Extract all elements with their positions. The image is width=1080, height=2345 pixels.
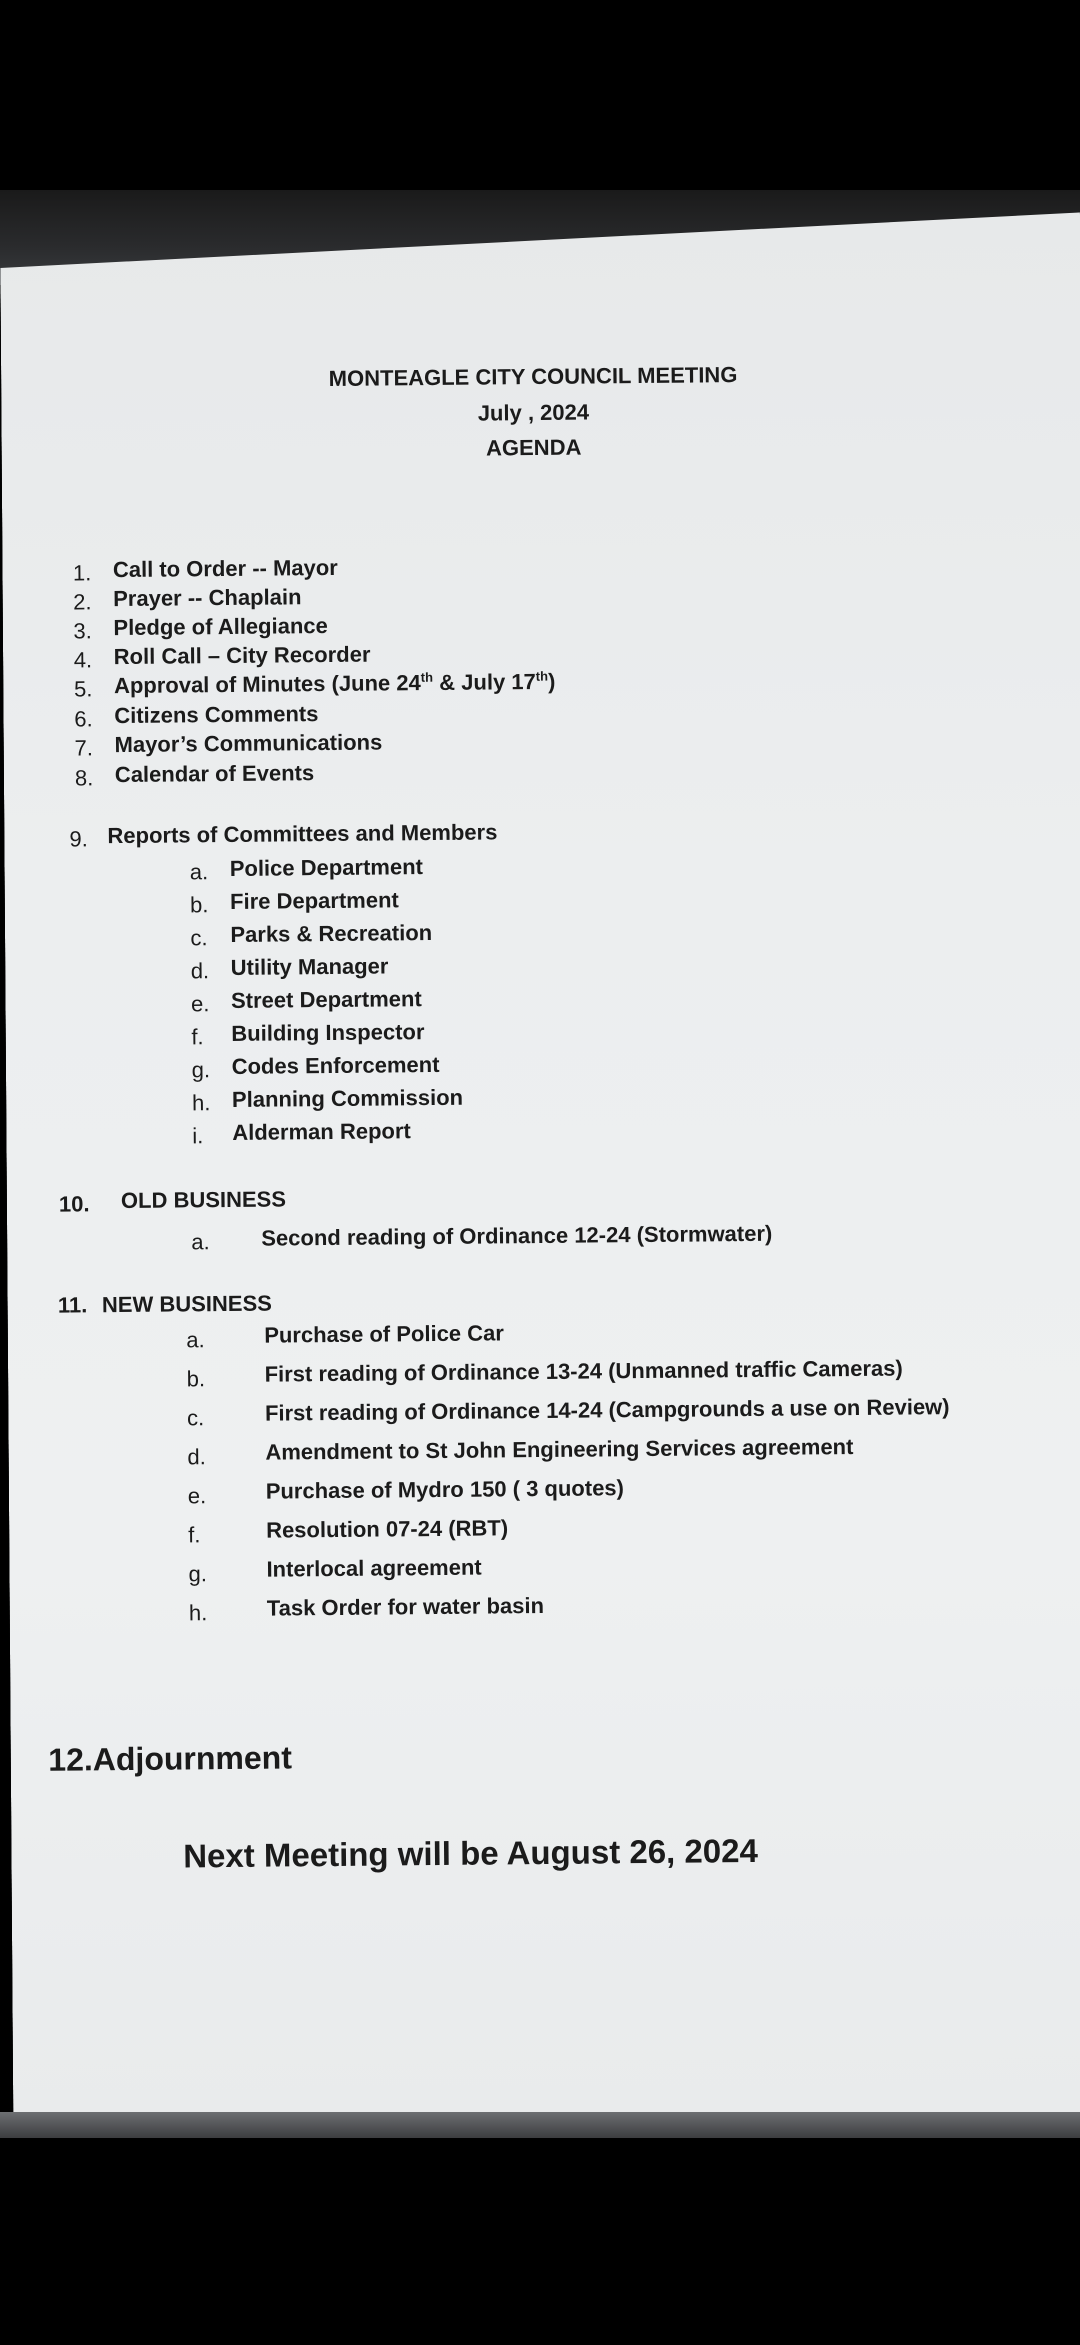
agenda-item: Calendar of Events	[114, 760, 315, 788]
item-number: 4.	[73, 647, 93, 673]
item-number: 3.	[73, 618, 92, 644]
sub-letter: c.	[190, 925, 208, 951]
item-number: 7.	[74, 735, 94, 761]
sub-item: Task Order for water basin	[266, 1592, 545, 1621]
agenda-title: MONTEAGLE CITY COUNCIL MEETING	[328, 362, 738, 391]
agenda-date: July , 2024	[477, 399, 590, 426]
item-number: 5.	[73, 676, 93, 702]
sub-item: Interlocal agreement	[266, 1554, 482, 1582]
agenda-item: Pledge of Allegiance	[113, 613, 328, 641]
sub-letter: e.	[190, 991, 210, 1017]
sub-letter: e.	[187, 1483, 207, 1509]
item-number: 2.	[73, 589, 92, 615]
sub-letter: i.	[192, 1123, 204, 1149]
sub-letter: g.	[191, 1057, 211, 1083]
sub-letter: f.	[191, 1024, 204, 1050]
sub-item: Building Inspector	[231, 1019, 425, 1046]
item-number: 8.	[74, 765, 94, 791]
agenda-subtitle: AGENDA	[485, 434, 582, 461]
sub-item: Alderman Report	[232, 1118, 411, 1145]
item-number: 6.	[74, 706, 93, 732]
item-number: 9.	[69, 826, 88, 852]
sub-item: Amendment to St John Engineering Services agreement	[265, 1434, 854, 1465]
sub-item: Planning Commission	[231, 1084, 464, 1112]
sub-item: First reading of Ordinance 14-24 (Campgrounds a use on Review)	[264, 1394, 950, 1426]
agenda-item: Prayer -- Chaplain	[113, 584, 302, 612]
sub-letter: a.	[186, 1327, 205, 1353]
agenda-item: Call to Order -- Mayor	[112, 554, 338, 583]
sub-letter: h.	[191, 1090, 211, 1116]
sub-item: Fire Department	[229, 887, 399, 914]
sub-letter: b.	[186, 1366, 206, 1392]
sub-item: Codes Enforcement	[231, 1051, 440, 1079]
sub-item: Parks & Recreation	[230, 920, 433, 947]
sub-letter: f.	[188, 1522, 201, 1548]
sub-item: Street Department	[230, 986, 422, 1013]
item-number: 11.	[57, 1292, 88, 1318]
sub-letter: b.	[189, 892, 209, 918]
sub-letter: g.	[188, 1561, 208, 1587]
item-number: 10.	[58, 1191, 90, 1217]
section-heading: NEW BUSINESS	[101, 1290, 272, 1318]
sub-item: Purchase of Mydro 150 ( 3 quotes)	[265, 1475, 625, 1504]
sub-letter: a.	[191, 1229, 210, 1255]
agenda-item: Citizens Comments	[114, 701, 319, 729]
section-heading: OLD BUSINESS	[120, 1186, 287, 1214]
next-meeting-note: Next Meeting will be August 26, 2024	[183, 1831, 759, 1875]
sub-letter: d.	[190, 958, 210, 984]
agenda-item: Roll Call – City Recorder	[113, 641, 371, 670]
section-heading: Reports of Committees and Members	[107, 819, 498, 849]
sub-item: Resolution 07-24 (RBT)	[265, 1515, 509, 1543]
item-number: 1.	[72, 560, 92, 586]
sub-item: Utility Manager	[230, 953, 389, 980]
agenda-item: Mayor’s Communications	[114, 729, 383, 758]
sub-letter: d.	[187, 1444, 206, 1470]
sub-item: Purchase of Police Car	[264, 1320, 505, 1348]
sub-item: Second reading of Ordinance 12-24 (Stormwater)	[261, 1220, 773, 1251]
sub-letter: c.	[186, 1405, 205, 1431]
sub-item: First reading of Ordinance 13-24 (Unmanned traffic Cameras)	[264, 1355, 903, 1387]
sub-letter: h.	[188, 1600, 208, 1626]
agenda-item: Approval of Minutes (June 24th & July 17th)	[113, 668, 556, 699]
sub-letter: a.	[189, 859, 209, 885]
sub-item: Police Department	[229, 854, 424, 881]
adjournment-item: 12.Adjournment	[48, 1739, 293, 1778]
